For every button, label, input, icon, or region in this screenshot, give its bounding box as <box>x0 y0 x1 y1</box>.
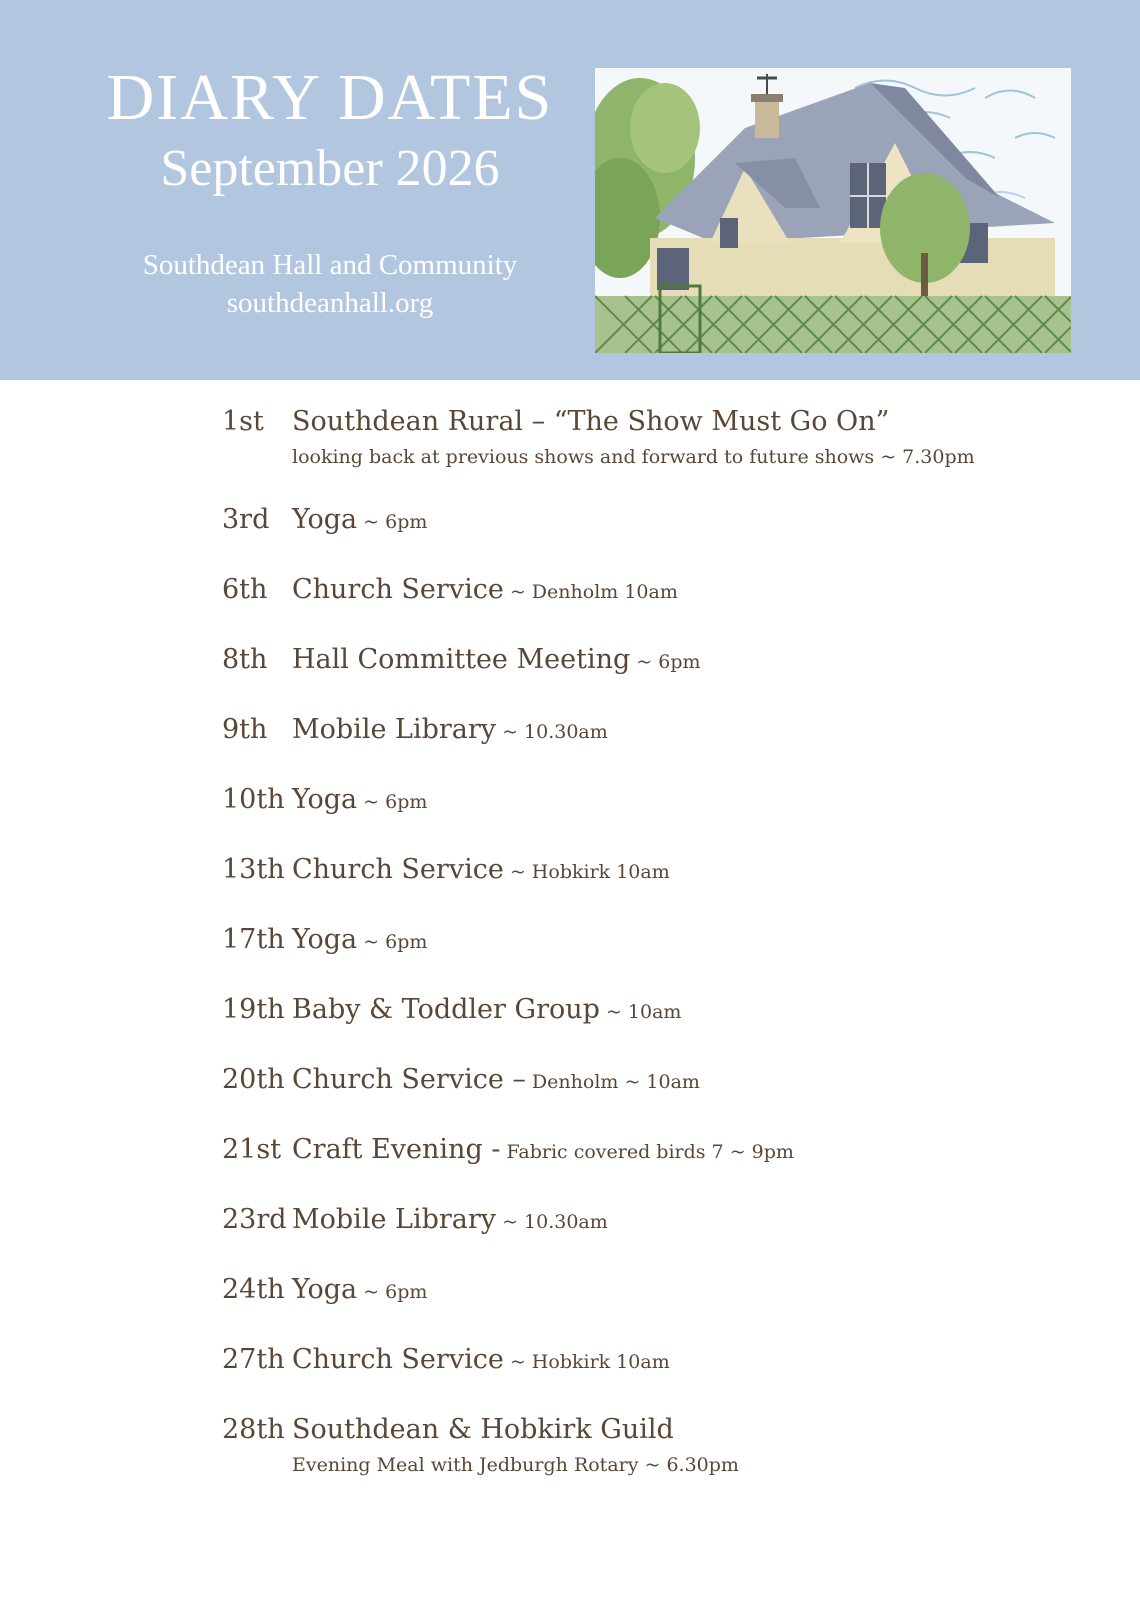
event-date: 28th <box>222 1414 285 1445</box>
event-item <box>222 1340 1082 1382</box>
event-date: 13th <box>222 854 285 885</box>
event-name: Church Service <box>292 574 504 605</box>
event-detail: ~ Hobkirk 10am <box>503 1351 670 1373</box>
event-subline: Evening Meal with Jedburgh Rotary ~ 6.30pm <box>292 1454 739 1476</box>
event-name: Baby & Toddler Group <box>292 994 600 1025</box>
event-item <box>222 780 1082 822</box>
event-detail: ~ Hobkirk 10am <box>503 861 670 883</box>
event-detail: Fabric covered birds 7 ~ 9pm <box>500 1141 794 1163</box>
event-date: 9th <box>222 714 268 745</box>
event-item <box>222 402 1082 472</box>
event-detail: ~ Denholm 10am <box>503 581 678 603</box>
event-item <box>222 1200 1082 1242</box>
event-name: Craft Evening - <box>292 1134 501 1165</box>
event-item <box>222 1270 1082 1312</box>
event-item <box>222 990 1082 1032</box>
event-date: 8th <box>222 644 268 675</box>
event-item <box>222 710 1082 752</box>
event-name: Yoga <box>292 504 358 535</box>
event-date: 3rd <box>222 504 270 535</box>
event-date: 24th <box>222 1274 285 1305</box>
event-date: 10th <box>222 784 285 815</box>
organisation-name: Southdean Hall and Community <box>142 249 518 281</box>
event-detail: ~ 6pm <box>357 791 428 813</box>
event-item <box>222 570 1082 612</box>
event-detail: ~ 10.30am <box>496 721 608 743</box>
event-date: 21st <box>222 1134 282 1165</box>
event-subline: looking back at previous shows and forward to future shows ~ 7.30pm <box>292 446 975 468</box>
event-date: 23rd <box>222 1204 287 1235</box>
event-item <box>222 850 1082 892</box>
header-banner <box>0 0 1140 380</box>
event-detail: ~ 10am <box>599 1001 682 1023</box>
event-date: 19th <box>222 994 285 1025</box>
event-name: Church Service <box>292 1344 504 1375</box>
event-detail: Denholm ~ 10am <box>525 1071 700 1093</box>
event-detail: ~ 6pm <box>357 931 428 953</box>
event-date: 6th <box>222 574 268 605</box>
event-item <box>222 640 1082 682</box>
event-name: Southdean & Hobkirk Guild <box>292 1414 674 1445</box>
event-name: Yoga <box>292 784 358 815</box>
event-name: Church Service – <box>292 1064 526 1095</box>
event-name: Southdean Rural – “The Show Must Go On” <box>292 406 890 437</box>
event-item <box>222 500 1082 542</box>
hall-watercolour-image <box>595 68 1071 353</box>
event-date: 27th <box>222 1344 285 1375</box>
event-name: Yoga <box>292 924 358 955</box>
event-name: Mobile Library <box>292 714 497 745</box>
page-subtitle: September 2026 <box>160 140 500 197</box>
hall-illustration <box>595 68 1071 353</box>
event-detail: ~ 6pm <box>630 651 701 673</box>
event-item <box>222 1060 1082 1102</box>
event-date: 20th <box>222 1064 285 1095</box>
event-detail: ~ 6pm <box>357 1281 428 1303</box>
event-item <box>222 1130 1082 1172</box>
page-title: DIARY DATES <box>106 61 554 134</box>
event-list <box>222 402 1082 1480</box>
organisation-block <box>60 246 600 322</box>
event-date: 17th <box>222 924 285 955</box>
event-detail: ~ 10.30am <box>496 1211 608 1233</box>
event-item <box>222 920 1082 962</box>
website-address: southdeanhall.org <box>226 287 434 319</box>
event-item <box>222 1410 1082 1480</box>
event-date: 1st <box>222 406 264 437</box>
event-name: Yoga <box>292 1274 358 1305</box>
event-name: Church Service <box>292 854 504 885</box>
event-detail: ~ 6pm <box>357 511 428 533</box>
event-name: Hall Committee Meeting <box>292 644 631 675</box>
event-name: Mobile Library <box>292 1204 497 1235</box>
